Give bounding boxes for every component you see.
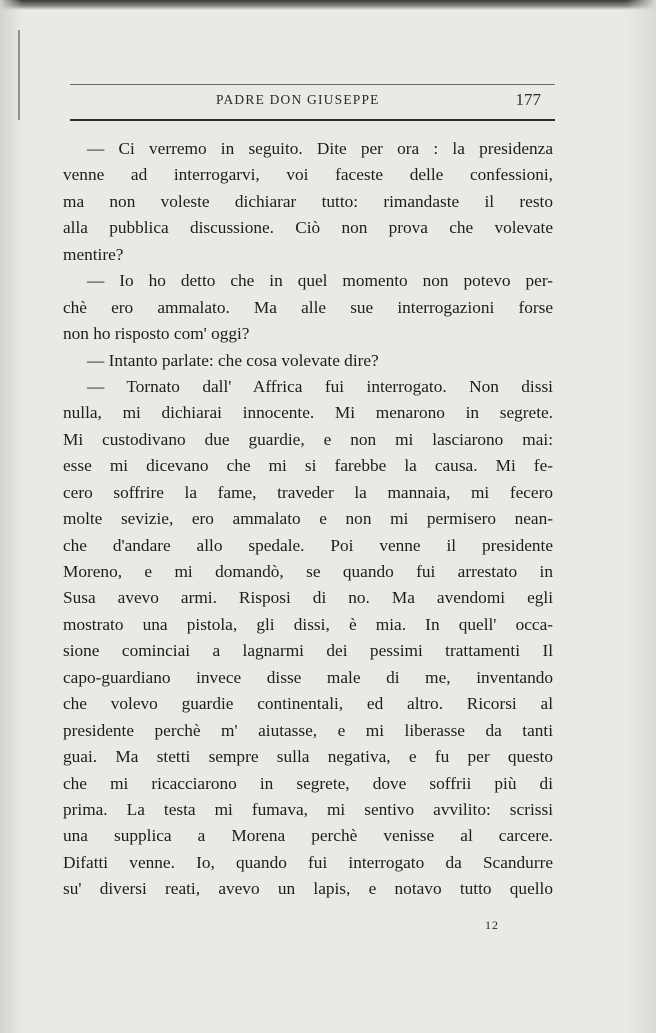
text-line: mentire? xyxy=(63,244,124,264)
text-line: alla pubblica discussione. Ciò non prova che volevate xyxy=(63,218,553,238)
text-line: mostrato una pistola, gli dissi, è mia. In quell' occa- xyxy=(63,614,553,634)
text-line: sione cominciai a lagnarmi dei pessimi trattamenti Il xyxy=(63,641,553,661)
text-line: Moreno, e mi domandò, se quando fui arrestato in xyxy=(63,562,553,581)
body-text xyxy=(63,136,553,903)
text-line: che d'andare allo spedale. Poi venne il presidente xyxy=(63,535,553,555)
text-line: guai. Ma stetti sempre sulla negativa, e fu per questo xyxy=(63,747,553,767)
text-line: — Tornato dall' Affrica fui interrogato. Non dissi xyxy=(87,376,553,396)
running-header xyxy=(70,92,555,116)
text-line: una supplica a Morena perchè venisse al carcere. xyxy=(63,826,553,846)
text-line: ma non voleste dichiarar tutto: rimandaste il resto xyxy=(63,191,553,211)
text-line: chè ero ammalato. Ma alle sue interrogazioni forse xyxy=(63,297,553,317)
text-line: — Ci verremo in seguito. Dite per ora : la presidenza xyxy=(87,139,553,158)
text-line: prima. La testa mi fumava, mi sentivo avvilito: scrissi xyxy=(63,799,553,819)
running-title: PADRE DON GIUSEPPE xyxy=(216,92,380,107)
text-line: che mi ricacciarono in segrete, dove soffrii più di xyxy=(63,773,553,793)
text-line: presidente perchè m' aiutasse, e mi liberasse da tanti xyxy=(63,720,553,740)
page-binding-shadow xyxy=(0,0,22,1033)
text-line: Susa avevo armi. Risposi di no. Ma avendomi egli xyxy=(63,588,553,608)
page-number: 177 xyxy=(515,90,541,109)
text-line: molte sevizie, ero ammalato e non mi permisero nean- xyxy=(63,509,553,529)
text-line: Mi custodivano due guardie, e non mi lasciarono mai: xyxy=(63,429,553,449)
text-line: capo-guardiano invece disse male di me, inventando xyxy=(63,667,553,687)
page-top-shadow xyxy=(0,0,656,10)
text-line: esse mi dicevano che mi si farebbe la causa. Mi fe- xyxy=(63,456,553,476)
signature-mark: 12 xyxy=(485,918,499,932)
text-line: cero soffrire la fame, traveder la mannaia, mi fecero xyxy=(63,482,553,502)
text-line: nulla, mi dichiarai innocente. Mi menarono in segrete. xyxy=(63,403,553,423)
header-bottom-rule xyxy=(70,119,555,121)
text-line: su' diversi reati, avevo un lapis, e notavo tutto quello xyxy=(63,879,553,899)
header-top-rule xyxy=(70,84,555,85)
binding-mark xyxy=(18,30,20,120)
text-line: — Intanto parlate: che cosa volevate dire? xyxy=(87,350,379,370)
text-line: Difatti venne. Io, quando fui interrogato da Scandurre xyxy=(63,852,553,872)
text-line: che volevo guardie continentali, ed altro. Ricorsi al xyxy=(63,694,553,714)
page-edge-shadow xyxy=(626,0,656,1033)
text-line: venne ad interrogarvi, voi faceste delle confessioni, xyxy=(63,165,553,185)
text-line: non ho risposto com' oggi? xyxy=(63,324,250,344)
text-line: — Io ho detto che in quel momento non potevo per- xyxy=(87,271,553,291)
